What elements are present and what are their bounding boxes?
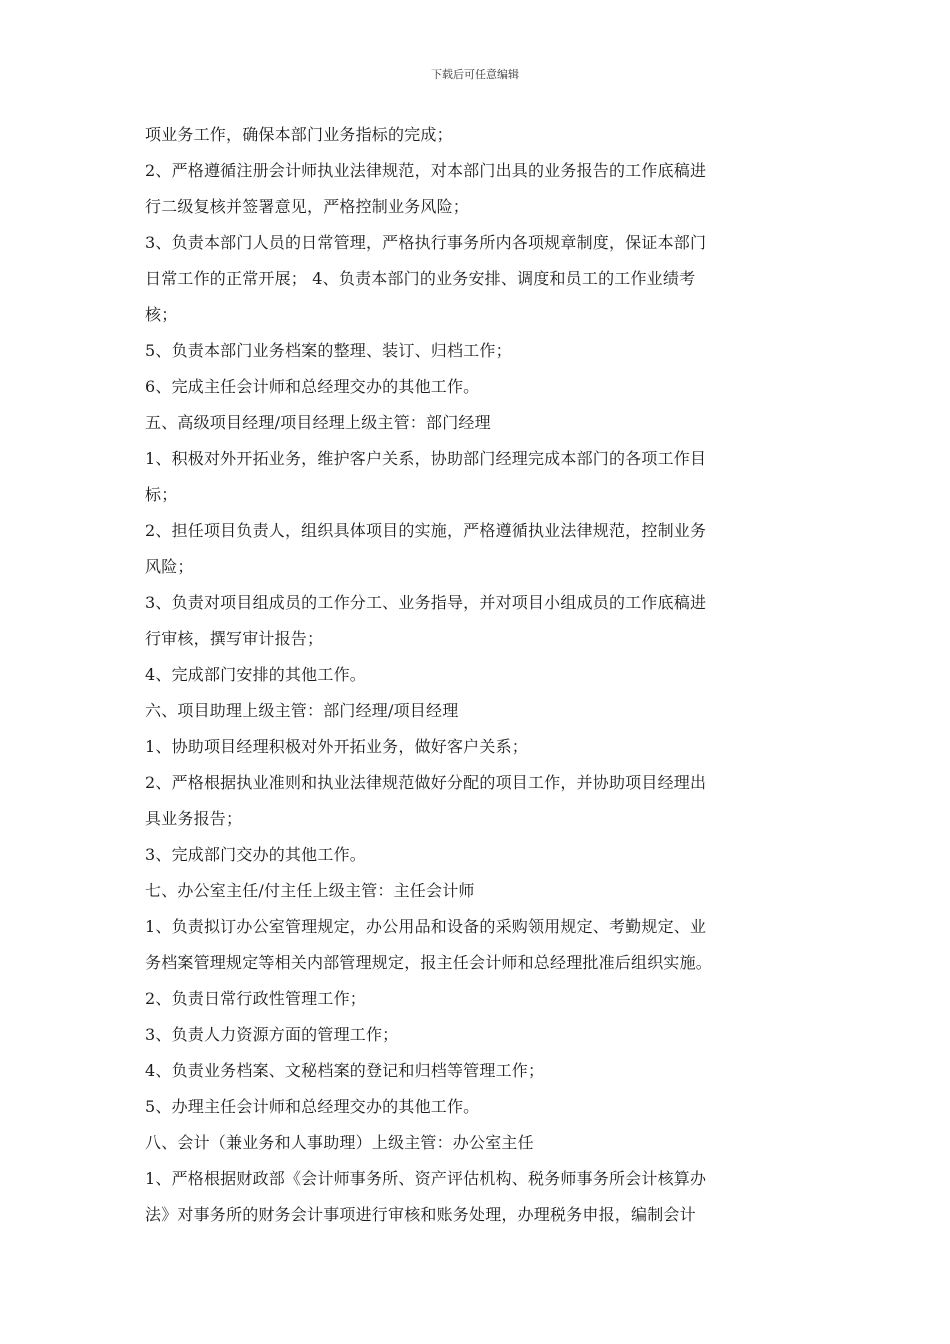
text-line: 1、积极对外开拓业务，维护客户关系，协助部门经理完成本部门的各项工作目 bbox=[145, 449, 707, 468]
text-line: 务档案管理规定等相关内部管理规定，报主任会计师和总经理批准后组织实施。 bbox=[145, 953, 713, 972]
text-line: 行审核，撰写审计报告； bbox=[145, 629, 324, 648]
text-line: 5、办理主任会计师和总经理交办的其他工作。 bbox=[145, 1097, 480, 1116]
text-line: 1、负责拟订办公室管理规定，办公用品和设备的采购领用规定、考勤规定、业 bbox=[145, 917, 707, 936]
text-line: 1、严格根据财政部《会计师事务所、资产评估机构、税务师事务所会计核算办 bbox=[145, 1169, 707, 1188]
text-line: 核； bbox=[145, 305, 178, 324]
text-line: 4、负责业务档案、文秘档案的登记和归档等管理工作； bbox=[145, 1061, 545, 1080]
text-line: 2、负责日常行政性管理工作； bbox=[145, 989, 366, 1008]
text-line: 3、完成部门交办的其他工作。 bbox=[145, 845, 366, 864]
section-heading: 八、会计（兼业务和人事助理）上级主管：办公室主任 bbox=[145, 1133, 534, 1152]
text-line: 4、完成部门安排的其他工作。 bbox=[145, 665, 366, 684]
section-heading: 六、项目助理上级主管：部门经理/项目经理 bbox=[145, 701, 459, 720]
text-line: 3、负责对项目组成员的工作分工、业务指导，并对项目小组成员的工作底稿进 bbox=[145, 593, 707, 612]
text-line: 日常工作的正常开展； 4、负责本部门的业务安排、调度和员工的工作业绩考 bbox=[145, 269, 696, 288]
section-heading: 七、办公室主任/付主任上级主管：主任会计师 bbox=[145, 881, 475, 900]
text-line: 6、完成主任会计师和总经理交办的其他工作。 bbox=[145, 377, 480, 396]
section-heading: 五、高级项目经理/项目经理上级主管：部门经理 bbox=[145, 413, 491, 432]
text-line: 5、负责本部门业务档案的整理、装订、归档工作； bbox=[145, 341, 512, 360]
text-line: 1、协助项目经理积极对外开拓业务，做好客户关系； bbox=[145, 737, 528, 756]
text-line: 行二级复核并签署意见，严格控制业务风险； bbox=[145, 197, 470, 216]
text-line: 标； bbox=[145, 485, 178, 504]
text-line: 法》对事务所的财务会计事项进行审核和账务处理，办理税务申报，编制会计 bbox=[145, 1205, 696, 1224]
text-line: 3、负责本部门人员的日常管理，严格执行事务所内各项规章制度，保证本部门 bbox=[145, 233, 707, 252]
text-line: 项业务工作，确保本部门业务指标的完成； bbox=[145, 125, 453, 144]
text-line: 2、严格根据执业准则和执业法律规范做好分配的项目工作，并协助项目经理出 bbox=[145, 773, 707, 792]
text-line: 3、负责人力资源方面的管理工作； bbox=[145, 1025, 399, 1044]
document-body bbox=[145, 117, 810, 1233]
text-line: 2、严格遵循注册会计师执业法律规范，对本部门出具的业务报告的工作底稿进 bbox=[145, 161, 707, 180]
text-line: 具业务报告； bbox=[145, 809, 243, 828]
text-line: 风险； bbox=[145, 557, 194, 576]
page-header: 下载后可任意编辑 bbox=[431, 68, 519, 81]
text-line: 2、担任项目负责人，组织具体项目的实施，严格遵循执业法律规范，控制业务 bbox=[145, 521, 707, 540]
